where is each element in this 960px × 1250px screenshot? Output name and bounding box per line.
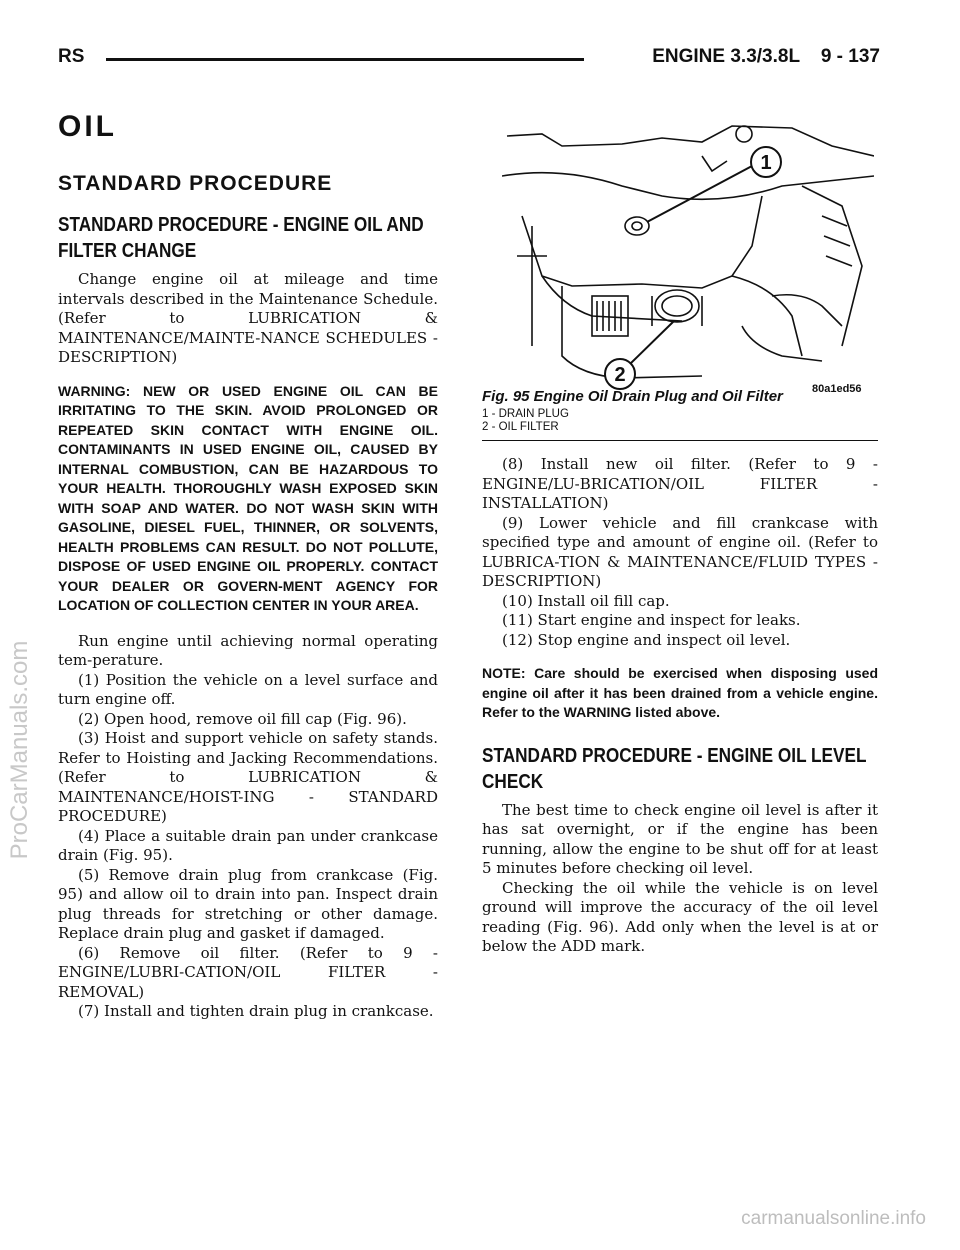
page-header (58, 46, 880, 72)
step-1: (1) Position the vehicle on a level surface and turn engine off. (58, 670, 438, 708)
figure-caption: Fig. 95 Engine Oil Drain Plug and Oil Filter (482, 388, 783, 405)
figure-rule (482, 440, 878, 441)
figure-legend (482, 408, 569, 434)
figure-95 (482, 110, 878, 450)
legend-item-drain-plug: 1 - DRAIN PLUG (482, 408, 569, 420)
section-title: OIL (58, 110, 117, 143)
left-column (58, 110, 438, 1022)
step-3: (3) Hoist and support vehicle on safety stands. Refer to Hoisting and Jacking Recommendations. (Refer to LUBRICATION & MAINTENANCE/HOIST-ING - STANDARD PROCEDURE) (58, 729, 438, 825)
intro-paragraph: Change engine oil at mileage and time intervals described in the Maintenance Schedule. (Refer to LUBRICATION & MAINTENANCE/MAINTE-NANCE SCHEDULES - DESCRIPTION) (58, 270, 438, 366)
step-7: (7) Install and tighten drain plug in crankcase. (78, 1002, 434, 1020)
oil-level-paragraph-2: Checking the oil while the vehicle is on level ground will improve the accuracy of the oil level reading (Fig. 96). Add only when the level is at or below the ADD mark. (482, 878, 878, 955)
step-5: (5) Remove drain plug from crankcase (Fig. 95) and allow oil to drain into pan. Inspect drain plug threads for stretching or other damage. Replace drain plug and gasket if damaged. (58, 865, 438, 942)
oil-level-paragraph-1: The best time to check engine oil level is after it has sat overnight, or if the engine has been running, allow the engine to be shut off for at least 5 minutes before checking oil level. (482, 800, 878, 877)
engine-oil-pan-illustration (502, 116, 874, 396)
step-11: (11) Start engine and inspect for leaks. (502, 611, 801, 629)
side-watermark: ProCarManuals.com (6, 640, 33, 860)
step-12: (12) Stop engine and inspect oil level. (502, 630, 791, 649)
callout-2: 2 (614, 364, 626, 386)
header-right: ENGINE 3.3/3.8L 9 - 137 (652, 46, 880, 67)
run-engine-paragraph: Run engine until achieving normal operating tem-perature. (58, 631, 438, 669)
header-left: RS (58, 46, 85, 67)
step-10: (10) Install oil fill cap. (502, 591, 670, 610)
right-column (482, 455, 878, 957)
step-2: (2) Open hood, remove oil fill cap (Fig. 96). (78, 709, 407, 728)
step-4: (4) Place a suitable drain pan under crankcase drain (Fig. 95). (58, 826, 438, 864)
subsection-title-oil-change: STANDARD PROCEDURE - ENGINE OIL AND FILTER CHANGE (58, 214, 424, 262)
legend-item-oil-filter: 2 - OIL FILTER (482, 421, 559, 433)
callout-1: 1 (760, 152, 772, 174)
footer-watermark: carmanualsonline.info (741, 1208, 926, 1229)
note-text: NOTE: Care should be exercised when disposing used engine oil after it has been drained from a vehicle engine. Refer to the WARNING listed above. (482, 665, 878, 720)
step-8: (8) Install new oil filter. (Refer to 9 - ENGINE/LU-BRICATION/OIL FILTER - INSTALLATION) (482, 455, 878, 512)
step-6: (6) Remove oil filter. (Refer to 9 - ENGINE/LUBRI-CATION/OIL FILTER - REMOVAL) (58, 943, 438, 1001)
warning-text: WARNING: NEW OR USED ENGINE OIL CAN BE IRRITATING TO THE SKIN. AVOID PROLONGED OR REPEATED SKIN CONTACT WITH ENGINE OIL. CONTAMINANTS IN USED ENGINE OIL, CAUSED BY INTERNAL COMBUSTION, CAN BE HAZARDOUS TO YOUR HEALTH. THOROUGHLY WASH EXPOSED SKIN WITH SOAP AND WATER. DO NOT WASH SKIN WITH GASOLINE, DIESEL FUEL, THINNER, OR SOLVENTS, HEALTH PROBLEMS CAN RESULT. DO NOT POLLUTE, DISPOSE OF USED ENGINE OIL PROPERLY. CONTACT YOUR DEALER OR GOVERN-MENT AGENCY FOR LOCATION OF COLLECTION CENTER IN YOUR AREA. (58, 382, 438, 613)
step-9: (9) Lower vehicle and fill crankcase with specified type and amount of engine oil. (Refer to LUBRICA-TION & MAINTENANCE/FLUID TYPES - DESCRIPTION) (482, 513, 878, 590)
subsection-title-oil-level: STANDARD PROCEDURE - ENGINE OIL LEVEL CHECK (482, 744, 867, 793)
header-rule (106, 58, 584, 61)
procedure-title: STANDARD PROCEDURE (58, 172, 333, 195)
figure-code: 80a1ed56 (812, 383, 862, 395)
